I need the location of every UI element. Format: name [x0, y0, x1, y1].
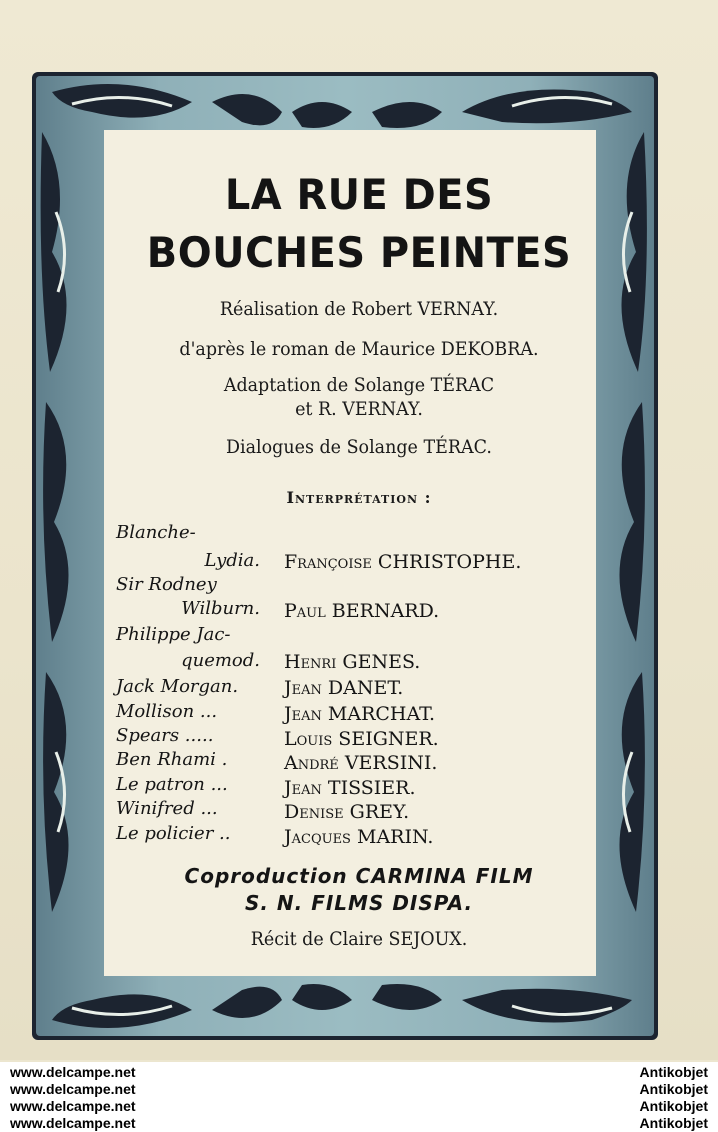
watermark-right	[640, 1064, 708, 1132]
cast-actor: Jean TISSIER.	[284, 777, 416, 799]
cast-role: Blanche-	[116, 522, 196, 543]
watermark-url: www.delcampe.net	[10, 1064, 136, 1080]
cast-role: Spears .....	[116, 725, 214, 746]
credit-director: Réalisation de Robert VERNAY.	[219, 298, 499, 320]
cast-actor: Jacques MARIN.	[284, 826, 434, 848]
cast-actor: Denise GREY.	[284, 801, 410, 823]
credit-dialogues: Dialogues de Solange TÉRAC.	[226, 436, 492, 458]
credit-adaptation-2: et R. VERNAY.	[295, 398, 423, 420]
cast-role: Le policier ..	[116, 823, 231, 844]
production-line-2: S. N. FILMS DISPA.	[244, 891, 474, 915]
watermark-url: www.delcampe.net	[10, 1115, 136, 1131]
cast-role: Winifred ...	[116, 798, 218, 819]
title-line-2: BOUCHES PEINTES	[146, 228, 572, 277]
cast-role: Philippe Jac-	[116, 624, 231, 645]
cast-role: Jack Morgan.	[116, 676, 239, 697]
watermark-left	[10, 1064, 136, 1132]
credit-adaptation: Adaptation de Solange TÉRAC	[223, 374, 495, 396]
cast-role: Le patron ...	[116, 774, 228, 795]
cast-actor: Jean MARCHAT.	[284, 703, 436, 725]
cast-role: Sir Rodney	[116, 574, 217, 595]
cast-actor: Henri GENES.	[284, 651, 421, 673]
cast-actor: Jean DANET.	[284, 677, 404, 699]
watermark-seller: Antikobjet	[639, 1064, 708, 1080]
watermark-seller: Antikobjet	[639, 1115, 708, 1131]
cast-actor: Françoise CHRISTOPHE.	[284, 551, 522, 573]
watermark-url: www.delcampe.net	[10, 1081, 136, 1097]
credit-novel: d'après le roman de Maurice DEKOBRA.	[179, 338, 539, 360]
cast-role: Wilburn.	[181, 598, 260, 619]
cast-role: Mollison ...	[116, 701, 218, 722]
watermark-seller: Antikobjet	[639, 1098, 708, 1114]
cast-actor: Louis SEIGNER.	[284, 728, 439, 750]
watermark-seller: Antikobjet	[639, 1081, 708, 1097]
story-credit: Récit de Claire SEJOUX.	[250, 928, 468, 950]
title-line-1: LA RUE DES	[224, 170, 494, 219]
cast-role: Lydia.	[204, 550, 260, 571]
cast-role: Ben Rhami .	[116, 749, 228, 770]
cast-actor: André VERSINI.	[284, 752, 438, 774]
cast-actor: Paul BERNARD.	[284, 600, 440, 622]
production-line-1: Coproduction CARMINA FILM	[184, 864, 534, 888]
watermark-url: www.delcampe.net	[10, 1098, 136, 1114]
cast-heading: Interprétation :	[286, 488, 432, 507]
cast-role: quemod.	[181, 650, 260, 671]
